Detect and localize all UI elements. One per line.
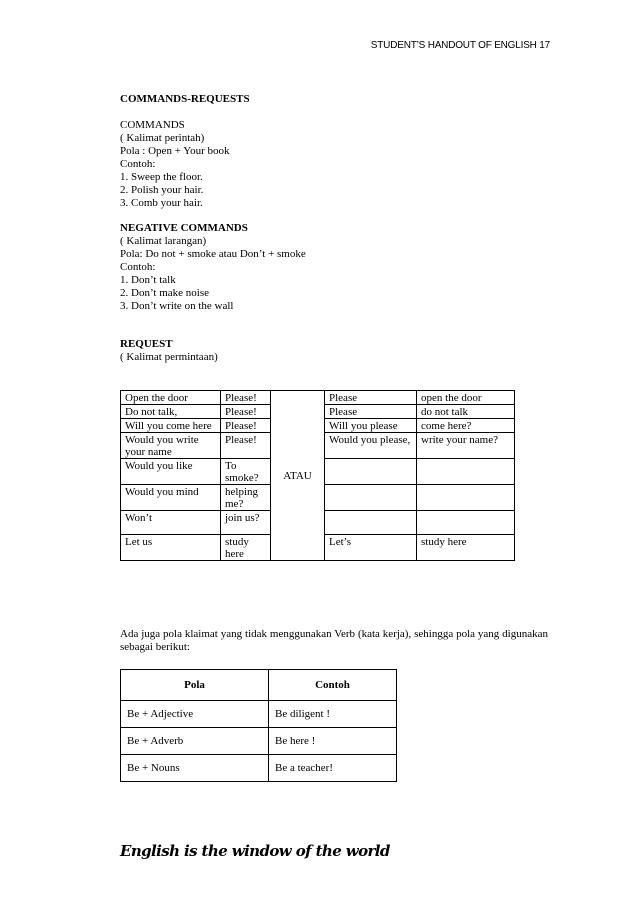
table-cell: open the door [417,391,515,405]
table-cell: come here? [417,419,515,433]
table-cell: study here [417,535,515,561]
table-cell [325,511,417,535]
commands-heading: COMMANDS [120,119,185,131]
table-row [121,755,397,782]
table-cell: Be diligent ! [269,701,397,728]
table-cell: Be + Adjective [121,701,269,728]
commands-example: 2. Polish your hair. [120,184,204,196]
table-cell: Won’t [121,511,221,535]
table-cell: Be a teacher! [269,755,397,782]
table-cell [417,511,515,535]
request-subtitle: ( Kalimat permintaan) [120,351,218,363]
negative-example: 1. Don’t talk [120,274,176,286]
table-cell [417,459,515,485]
table-cell: Would you like [121,459,221,485]
table-row [121,391,515,405]
table-cell: Let’s [325,535,417,561]
table-cell: Be here ! [269,728,397,755]
table-cell: Please [325,391,417,405]
table-cell: helping me? [221,485,271,511]
negative-pattern: Pola: Do not + smoke atau Don’t + smoke [120,248,306,260]
negative-example: 3. Don’t write on the wall [120,300,234,312]
pola-table [120,669,397,782]
table-cell: Do not talk, [121,405,221,419]
table-cell: Would you please, [325,433,417,459]
page-title: COMMANDS-REQUESTS [120,93,250,105]
column-header-contoh: Contoh [269,670,397,701]
table-cell: Please! [221,391,271,405]
negative-subtitle: ( Kalimat larangan) [120,235,207,247]
table-cell: Will you please [325,419,417,433]
table-row [121,701,397,728]
table-cell: Please! [221,405,271,419]
table-cell: Would you mind [121,485,221,511]
atau-cell: ATAU [271,391,325,561]
table-cell: do not talk [417,405,515,419]
request-table [120,390,515,561]
table-cell: Would you write your name [121,433,221,459]
page-footer: English is the window of the world [120,842,390,860]
main-content [120,93,550,364]
commands-example: 3. Comb your hair. [120,197,203,209]
commands-example-label: Contoh: [120,158,156,170]
table-row [121,728,397,755]
negative-heading: NEGATIVE COMMANDS [120,222,248,234]
table-cell: Please! [221,419,271,433]
table-cell: Please [325,405,417,419]
table-cell: Open the door [121,391,221,405]
negative-example-label: Contoh: [120,261,156,273]
table-cell: Be + Adverb [121,728,269,755]
table-cell: To smoke? [221,459,271,485]
table-cell [325,485,417,511]
table-cell [325,459,417,485]
page-header: STUDENT’S HANDOUT OF ENGLISH 17 [370,40,550,51]
commands-example: 1. Sweep the floor. [120,171,203,183]
table-cell: Please! [221,433,271,459]
table-cell: Will you come here [121,419,221,433]
table-header-row [121,670,397,701]
table-cell: Let us [121,535,221,561]
commands-subtitle: ( Kalimat perintah) [120,132,205,144]
table-cell: Be + Nouns [121,755,269,782]
table-cell: write your name? [417,433,515,459]
pattern-paragraph: Ada juga pola klaimat yang tidak menggunakan Verb (kata kerja), sehingga pola yang digunakan sebagai berikut: [120,628,548,653]
column-header-pola: Pola [121,670,269,701]
request-heading: REQUEST [120,338,173,350]
table-cell: study here [221,535,271,561]
table-cell: join us? [221,511,271,535]
commands-pattern: Pola : Open + Your book [120,145,230,157]
table-cell [417,485,515,511]
negative-example: 2. Don’t make noise [120,287,210,299]
